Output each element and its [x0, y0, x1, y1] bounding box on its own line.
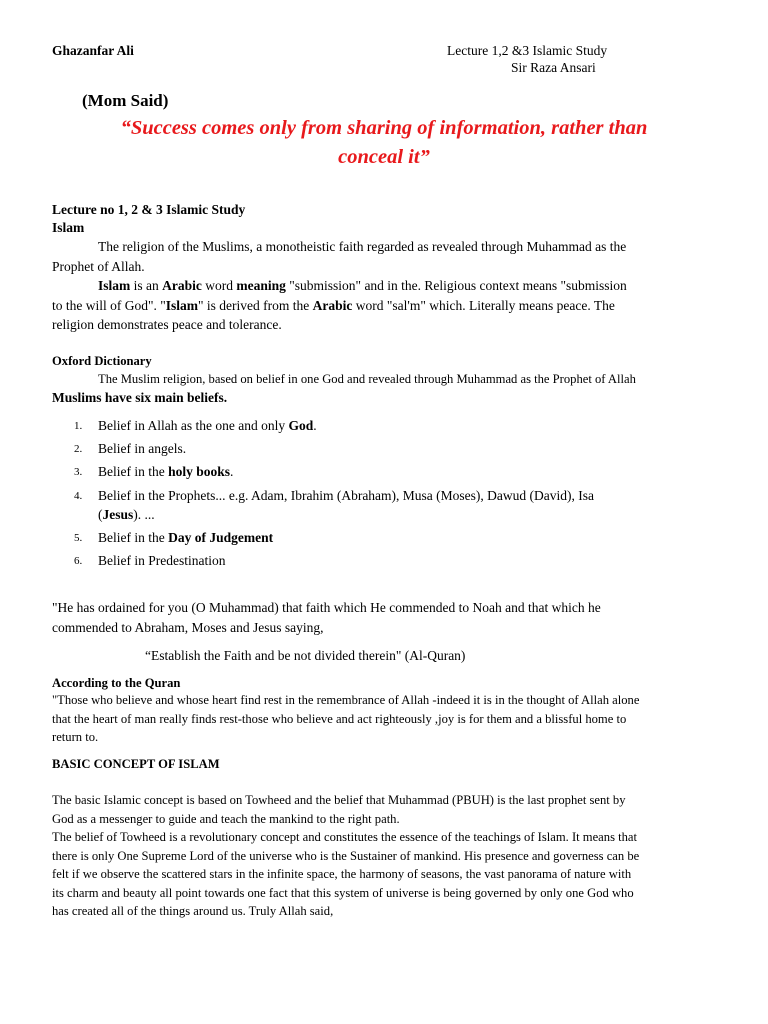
text-span: Belief in the Prophets... e.g. Adam, Ibrahim (Abraham), Musa (Moses), Dawud (David), Isa [98, 487, 595, 503]
list-item [52, 551, 692, 570]
text-span: "submission" and in the. Religious context means "submission [285, 278, 627, 293]
quran-paragraph [52, 691, 718, 747]
list-number: 2. [74, 443, 83, 456]
bold-arabic: Arabic [312, 297, 353, 313]
quran-heading: According to the Quran [52, 676, 181, 690]
success-quote-line2: conceal it” [338, 146, 430, 168]
basic-line: its charm and beauty all point towards one fact that this system of universe is being governed by only one God who [52, 885, 634, 900]
author-name: Ghazanfar Ali [52, 43, 134, 58]
text-span: word [201, 278, 237, 293]
oxford-heading: Oxford Dictionary [52, 354, 152, 368]
bold-term: holy books [168, 464, 231, 480]
text-span: Belief in the [98, 464, 169, 480]
islam-meaning-line3: religion demonstrates peace and tolerance. [52, 317, 282, 332]
list-item [52, 439, 692, 458]
bold-arabic: Arabic [162, 278, 202, 293]
list-item [52, 462, 692, 481]
text-span: Belief in Predestination [98, 552, 226, 568]
list-number: 5. [74, 531, 83, 544]
mom-said-label: (Mom Said) [82, 91, 169, 110]
beliefs-heading: Muslims have six main beliefs. [52, 390, 228, 405]
text-span: . [230, 464, 234, 480]
bold-term: God [288, 418, 314, 433]
ordained-line1: "He has ordained for you (O Muhammad) that faith which He commended to Noah and that which he [52, 600, 601, 615]
basic-line: felt if we observe the scattered stars in the infinite space, the harmony of seasons, the vast panorama of nature with [52, 867, 632, 881]
islam-heading: Islam [52, 220, 85, 235]
basic-line: there is only One Supreme Lord of the universe who is the Sustainer of mankind. His presence and governess can be [52, 848, 640, 863]
islam-definition-paragraph [52, 237, 718, 276]
list-number: 1. [74, 420, 83, 432]
ordained-line2: commended to Abraham, Moses and Jesus saying, [52, 619, 324, 635]
quran-line2: that the heart of man really finds rest-those who believe and act righteously ,joy is for them and a blissful home to [52, 711, 627, 726]
islam-meaning-line1 [52, 276, 718, 296]
basic-concept-paragraph [52, 791, 718, 921]
ordained-paragraph [52, 598, 718, 637]
basic-line: God as a messenger to guide and teach the mankind to the right path. [52, 811, 400, 826]
list-number: 3. [74, 466, 83, 479]
bold-term: Jesus [102, 506, 134, 522]
list-item [52, 528, 692, 547]
text-span: . [313, 418, 317, 433]
course-title: Lecture 1,2 &3 Islamic Study [447, 43, 608, 58]
establish-faith-quote: “Establish the Faith and be not divided therein" (Al-Quran) [145, 648, 466, 663]
islam-def-line1: The religion of the Muslims, a monotheistic faith regarded as revealed through Muhammad as the [98, 239, 627, 254]
list-item [52, 486, 692, 524]
text-span: Belief in the [98, 529, 169, 545]
teacher-name: Sir Raza Ansari [511, 60, 596, 75]
islam-def-line2: Prophet of Allah. [52, 258, 145, 274]
text-span: " is derived from the [198, 297, 313, 313]
islam-meaning-line2 [52, 296, 718, 316]
list-number: 4. [74, 489, 83, 502]
quran-line3: return to. [52, 730, 99, 744]
bold-meaning: meaning [236, 278, 286, 293]
basic-line: The basic Islamic concept is based on Towheed and the belief that Muhammad (PBUH) is the last prophet sent by [52, 793, 626, 807]
islam-meaning-paragraph [52, 276, 718, 335]
basic-concept-heading: BASIC CONCEPT OF ISLAM [52, 757, 220, 771]
lecture-heading: Lecture no 1, 2 & 3 Islamic Study [52, 202, 246, 217]
text-span: Belief in Allah as the one and only [98, 418, 289, 433]
bold-term: Day of Judgement [168, 529, 274, 545]
bold-islam: Islam [165, 297, 199, 313]
quran-line1: "Those who believe and whose heart find rest in the remembrance of Allah -indeed it is in the thought of Allah alone [52, 693, 640, 707]
text-span: is an [130, 278, 163, 293]
oxford-definition: The Muslim religion, based on belief in one God and revealed through Muhammad as the Prophet of Allah [98, 372, 636, 386]
text-span: word "sal'm" which. Literally means peace. The [352, 297, 615, 313]
text-span: ). ... [133, 506, 155, 522]
beliefs-list [52, 416, 692, 574]
list-number: 6. [74, 554, 83, 567]
list-item [52, 416, 692, 435]
text-span: Belief in angels. [98, 441, 187, 457]
text-span: to the will of God". " [52, 297, 166, 313]
success-quote [50, 114, 718, 172]
basic-line: The belief of Towheed is a revolutionary concept and constitutes the essence of the teachings of Islam. It means that [52, 830, 638, 844]
text-span: ( [98, 506, 103, 522]
success-quote-line1: “Success comes only from sharing of information, rather than [120, 117, 648, 139]
basic-line: has created all of the things around us. Truly Allah said, [52, 904, 334, 918]
bold-islam: Islam [98, 278, 131, 293]
